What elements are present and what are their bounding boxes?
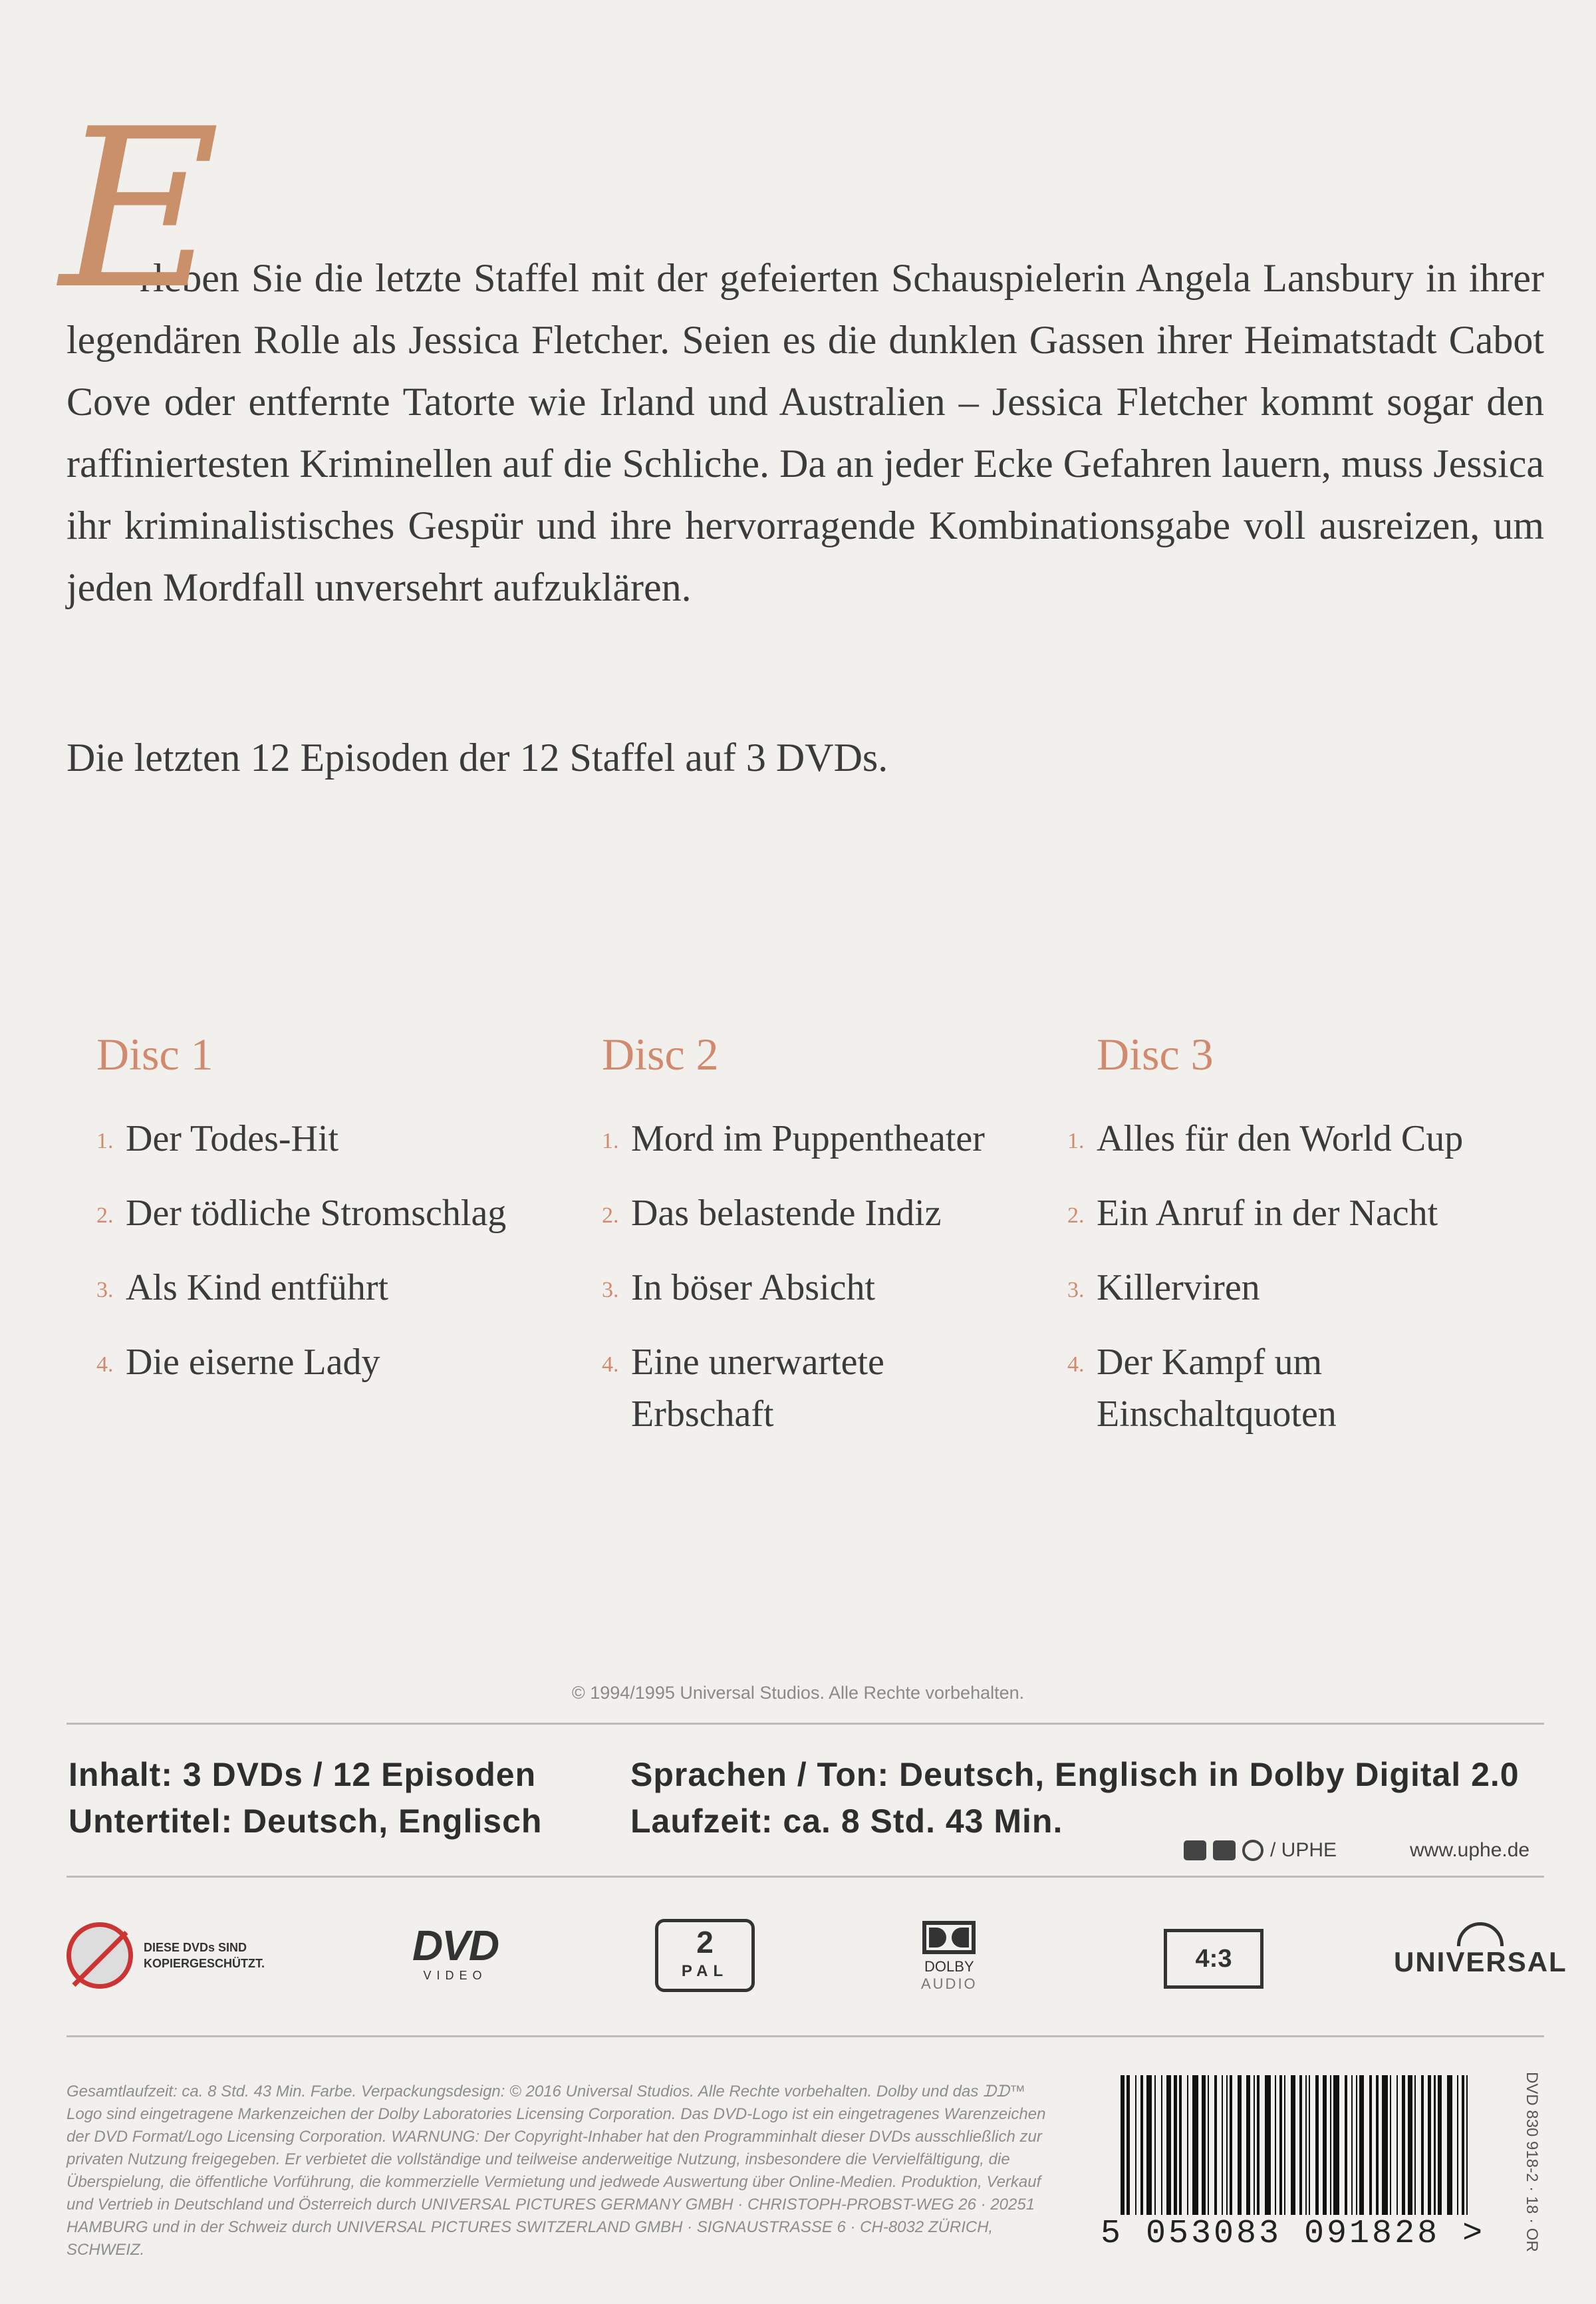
disc-title: Disc 3 — [1097, 1029, 1214, 1080]
barcode-bar — [1202, 2075, 1206, 2215]
aspect-ratio-logo: 4:3 — [1164, 1929, 1264, 1989]
catalog-number: DVD 830 918-2 · 18 · OR — [1523, 2072, 1541, 2252]
barcode-bar — [1421, 2075, 1424, 2215]
episode-title: Ein Anruf in der Nacht — [1097, 1193, 1438, 1234]
list-item — [1067, 1262, 1520, 1316]
list-item — [96, 1187, 575, 1242]
content-count: Inhalt: 3 DVDs / 12 Episoden — [68, 1756, 537, 1793]
barcode-bar — [1254, 2075, 1255, 2215]
barcode-bar — [1166, 2075, 1170, 2215]
barcode-bar — [1230, 2075, 1232, 2215]
episode-title: Das belastende Indiz — [631, 1193, 942, 1234]
dolby-icon — [922, 1921, 976, 1954]
barcode-bar — [1369, 2075, 1372, 2215]
barcode-bar — [1246, 2075, 1250, 2215]
barcode-bar — [1161, 2075, 1162, 2215]
list-item — [1067, 1336, 1387, 1440]
episode-title: Killerviren — [1097, 1267, 1260, 1308]
disc-title: Disc 2 — [602, 1029, 719, 1080]
languages-info: Sprachen / Ton: Deutsch, Englisch in Dolby Digital 2.0 — [630, 1756, 1520, 1793]
episode-title: Der tödliche Stromschlag — [126, 1193, 507, 1234]
logo-row — [66, 1916, 1567, 2009]
copy-protection-logo — [66, 1922, 303, 1989]
episode-summary: Die letzten 12 Episoden der 12 Staffel auf 3 DVDs. — [66, 736, 888, 780]
barcode-bar — [1154, 2075, 1156, 2215]
barcode-bar — [1299, 2075, 1302, 2215]
copyright-notice: © 1994/1995 Universal Studios. Alle Rechte vorbehalten. — [571, 1683, 1025, 1703]
intro-paragraph: rleben Sie die letzte Staffel mit der gefeierten Schauspielerin Angela Lansbury in ihrer legendären Rolle als Jessica Fletcher. Seien es die dunklen Gassen ihrer Heimatstadt Cabot Cove oder entfernte Tatorte wie Irland und Australien – Jessica Fletcher kommt sogar den raffiniertesten Kriminellen auf die Schliche. Da an jeder Ecke Gefahren lauern, muss Jessica ihr kriminalistisches Gespür und ihre hervorragende Kombinationsgabe voll ausreizen, um jeden Mordfall unversehrt aufzuklären. — [66, 256, 1544, 609]
episode-title: In böser Absicht — [631, 1267, 876, 1308]
episode-number: 4. — [96, 1352, 114, 1377]
barcode-bar — [1359, 2075, 1363, 2215]
barcode-bar — [1309, 2075, 1310, 2215]
barcode-bar — [1457, 2075, 1458, 2215]
barcode-bar — [1345, 2075, 1347, 2215]
barcode-bar — [1351, 2075, 1353, 2215]
episode-title: Mord im Puppentheater — [631, 1118, 985, 1159]
barcode-bar — [1414, 2075, 1416, 2215]
barcode-bar — [1333, 2075, 1339, 2215]
barcode-bar — [1238, 2075, 1242, 2215]
barcode-bar — [1192, 2075, 1198, 2215]
barcode-bar — [1140, 2075, 1143, 2215]
dolby-audio-logo: DOLBY AUDIO — [921, 1921, 978, 1993]
disc-3-list — [1067, 1028, 1520, 1460]
barcode-bar — [1382, 2075, 1387, 2215]
list-item — [602, 1262, 1027, 1316]
barcode-bar — [1408, 2075, 1412, 2215]
barcode-bar — [1135, 2075, 1136, 2215]
content-info — [68, 1751, 542, 1844]
youtube-icon — [1184, 1840, 1206, 1860]
episode-number: 4. — [1067, 1352, 1085, 1377]
list-item — [96, 1262, 575, 1316]
barcode-bar — [1291, 2075, 1295, 2215]
divider — [66, 2035, 1544, 2037]
barcode-bar — [1121, 2075, 1125, 2215]
barcode-bar — [1356, 2075, 1357, 2215]
instagram-icon — [1242, 1840, 1264, 1861]
episode-title: Der Kampf um Einschaltquoten — [1097, 1342, 1337, 1435]
barcode-bar — [1146, 2075, 1152, 2215]
barcode-bar — [1315, 2075, 1318, 2215]
universal-logo: UNIVERSAL — [1390, 1922, 1571, 1978]
barcode-bar — [1434, 2075, 1435, 2215]
region-pal-logo: 2 PAL — [655, 1919, 755, 1992]
barcode-bar — [1402, 2075, 1404, 2215]
barcode-bars — [1121, 2075, 1473, 2215]
barcode-bar — [1187, 2075, 1188, 2215]
barcode-bar — [1279, 2075, 1282, 2215]
episode-title: Als Kind entführt — [126, 1267, 389, 1308]
runtime-info: Laufzeit: ca. 8 Std. 43 Min. — [630, 1802, 1063, 1840]
barcode-bar — [1174, 2075, 1176, 2215]
disc-2-list — [602, 1028, 1027, 1460]
episode-number: 2. — [96, 1203, 114, 1228]
barcode-bar — [1305, 2075, 1307, 2215]
list-item — [96, 1336, 575, 1391]
barcode-bar — [1222, 2075, 1223, 2215]
episode-title: Die eiserne Lady — [126, 1342, 380, 1383]
episode-number: 3. — [96, 1278, 114, 1302]
barcode-bar — [1428, 2075, 1430, 2215]
barcode-bar — [1265, 2075, 1270, 2215]
barcode-bar — [1447, 2075, 1452, 2215]
barcode-bar — [1396, 2075, 1398, 2215]
barcode-bar — [1257, 2075, 1260, 2215]
website-link: www.uphe.de — [1410, 1839, 1530, 1861]
episode-number: 4. — [602, 1352, 619, 1377]
legal-text: Gesamtlaufzeit: ca. 8 Std. 43 Min. Farbe. Verpackungsdesign: © 2016 Universal Studios. Alle Rechte vorbehalten. Dolby und das ᗪᗪ™ Logo sind eingetragene Markenzeichen der Dolby Laboratories Licensing Corporation. Das DVD-Logo ist ein eingetragenes Warenzeichen der DVD Format/Logo Licensing Corporation. WARNUNG: Der Copyright-Inhaber hat den Programminhalt dieser DVDs ausschließlich zur privaten Nutzung freigegeben. Er verbietet die vollständige und teilweise anderweitige Nutzung, insbesondere die Vervielfältigung, die Überspielung, die öffentliche Vorführung, die kommerzielle Vermietung und jedwede Auswertung über Online-Medien. Produktion, Verkauf und Vertrieb in Deutschland und Österreich durch UNIVERSAL PICTURES GERMANY GMBH · CHRISTOPH-PROBST-WEG 26 · 20251 HAMBURG und in der Schweiz durch UNIVERSAL PICTURES SWITZERLAND GMBH · SIGNAUSTRASSE 6 · CH-8032 ZÜRICH, SCHWEIZ. — [66, 2083, 1046, 2259]
barcode-bar — [1323, 2075, 1327, 2215]
social-handle: / UPHE — [1270, 1839, 1337, 1861]
social-links — [1184, 1839, 1337, 1862]
barcode-bar — [1127, 2075, 1129, 2215]
barcode-bar — [1275, 2075, 1276, 2215]
barcode-number: 5 053083 091828 > — [1101, 2215, 1486, 2253]
episode-number: 1. — [602, 1129, 619, 1153]
barcode-bar — [1438, 2075, 1442, 2215]
episode-number: 2. — [602, 1203, 619, 1228]
episode-number: 3. — [1067, 1278, 1085, 1302]
list-item — [1067, 1187, 1520, 1242]
intro-section — [60, 82, 1544, 619]
episode-title: Alles für den World Cup — [1097, 1118, 1464, 1159]
disc-title: Disc 1 — [96, 1029, 213, 1080]
list-item — [1067, 1113, 1520, 1167]
barcode-bar — [1208, 2075, 1209, 2215]
episode-number: 1. — [1067, 1129, 1085, 1153]
facebook-icon — [1213, 1840, 1236, 1860]
barcode-bar — [1284, 2075, 1285, 2215]
copy-protection-text: DIESE DVDs SIND KOPIERGESCHÜTZT. — [144, 1941, 265, 1970]
barcode-bar — [1376, 2075, 1379, 2215]
divider — [66, 1723, 1544, 1725]
barcode-bar — [1179, 2075, 1182, 2215]
barcode-bar — [1466, 2075, 1468, 2215]
list-item — [602, 1113, 1027, 1167]
episode-number: 3. — [602, 1278, 619, 1302]
list-item — [96, 1113, 575, 1167]
dvd-video-logo: DVD VIDEO — [412, 1922, 499, 1982]
episode-number: 2. — [1067, 1203, 1085, 1228]
barcode-bar — [1390, 2075, 1391, 2215]
technical-info — [630, 1751, 1520, 1844]
divider — [66, 1876, 1544, 1878]
no-copy-icon — [66, 1922, 133, 1989]
barcode — [1101, 2075, 1500, 2255]
episode-title: Eine unerwartete Erbschaft — [631, 1342, 884, 1435]
barcode-bar — [1462, 2075, 1464, 2215]
barcode-bar — [1330, 2075, 1331, 2215]
list-item — [602, 1336, 921, 1440]
subtitles-info: Untertitel: Deutsch, Englisch — [68, 1802, 543, 1840]
list-item — [602, 1187, 1027, 1242]
barcode-bar — [1214, 2075, 1217, 2215]
barcode-bar — [1226, 2075, 1228, 2215]
episode-title: Der Todes-Hit — [126, 1118, 339, 1159]
decorative-initial: E — [60, 82, 220, 337]
episode-number: 1. — [96, 1129, 114, 1153]
disc-1-list — [96, 1028, 575, 1411]
